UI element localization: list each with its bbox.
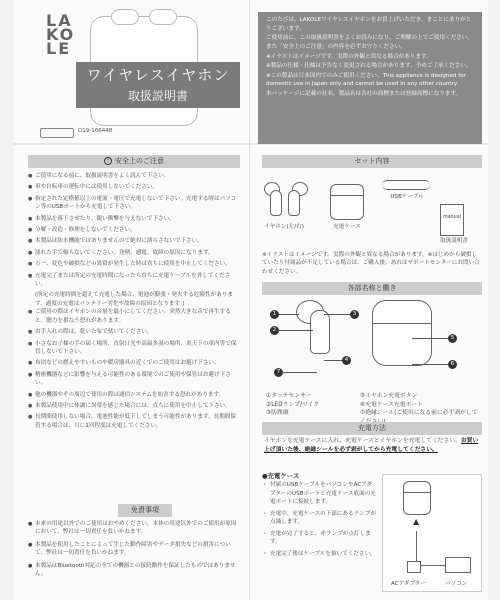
pse-mark-icon: [40, 128, 74, 138]
logo-line-1: LA: [46, 11, 73, 30]
callout-leader: [324, 314, 350, 315]
callout-number: 6: [448, 360, 457, 369]
parts-header: 各部名称と働き: [262, 282, 482, 295]
list-item: ● お手入れの際は、乾いた布で拭いてください。: [28, 328, 240, 336]
safety-list: [28, 172, 240, 433]
case-notch-left: [111, 9, 139, 25]
notice-line: 本パッケージに記載の社名、製品名は各社の商標または登録商標になります。: [266, 90, 462, 97]
charging-intro-emphasis: お買い上げ頂いた後、絶縁シールを必ず剥がしてから充電してください。: [264, 438, 479, 453]
callout-number: 2: [270, 326, 279, 335]
ac-adapter-icon: [407, 561, 421, 573]
warning-icon: !: [104, 157, 112, 165]
parts-row: [266, 401, 482, 410]
callout-number: 7: [274, 368, 283, 377]
callout-leader: [412, 364, 448, 365]
part-label: ⑥充電ケース充電ポート: [360, 401, 423, 408]
callout-leader: [283, 372, 317, 373]
list-item: ● 万一、変色や破損などの異常が発生した時は直ちに使用を中止してください。: [28, 260, 240, 268]
disclaimer-header: 免責事項: [118, 504, 172, 517]
set-contents-note: ※イラストはイメージです。実際の外観と異なる場合があります。※はじめから破損していたり付属品が不足している場合は、ご購入後、あれはサポートセンターにお問い合わせください。: [262, 252, 480, 275]
list-item: ● 分解・改造・修理をしないでください。: [28, 226, 240, 234]
logo-line-2: KO: [46, 25, 76, 44]
charging-case-subheading: ●充電ケース: [262, 472, 300, 480]
callout-leader: [279, 314, 299, 315]
logo-line-3: LE: [46, 39, 72, 58]
part-label: ②LEDランプ/マイク: [266, 401, 320, 408]
safety-header-label: 安全上のご注意: [115, 157, 164, 165]
callout-leader: [324, 360, 342, 361]
usb-cable-icon: [382, 180, 430, 190]
list-item: ・ 充電完了後はケーブルを抜いてください。: [264, 550, 376, 559]
list-item: ● 充電完了または所定の充電時間になったら直ちに充電ケーブルを外してください。: [28, 272, 240, 289]
list-item: ● 本製品を落下させたり、鋭い衝撃を与えないで下さい。: [28, 215, 240, 223]
set-contents-header: セット内容: [262, 155, 482, 168]
callout-number: 1: [270, 310, 279, 319]
earbud-stem-icon: [310, 310, 330, 354]
title-band: [76, 62, 240, 108]
notice-box: [258, 12, 482, 144]
callout-number: 3: [350, 310, 359, 319]
list-item: ● 小さなお子様の手の届く場所、直射日光や高温多湿の場所、炎天下の車内等で保管しないで下さい。: [28, 340, 240, 357]
set-label-usb: USBケーブル: [390, 194, 424, 200]
part-label: ③防塵網: [266, 410, 289, 417]
list-item: ● 布団などの燃えやすいものや暖房器具の近くでのご使用はお避け下さい。: [28, 359, 240, 367]
cable-line: [416, 531, 417, 565]
list-item: ・ 付属のUSBケーブルをパソコンやACアダプターのUSBポートと充電ケース底面の充電ポートに接続します。: [264, 481, 376, 507]
list-item: ● ご使用の際はイヤホンの音量を最小にしてください。突然大きな音で再生すると、聴力を損なう恐れがあります。: [28, 308, 240, 325]
notice-line: また「安全上のご注意」の内容を必ずお守りください。: [266, 44, 406, 51]
charging-diagram: [382, 474, 482, 592]
charging-steps: [264, 481, 376, 561]
part-label: ⑤イヤホン充電ボタン: [360, 393, 418, 399]
callout-number: 4: [342, 356, 351, 365]
pc-label: パソコン: [445, 581, 468, 587]
notice-line: ※この製品は日本国内でのみご使用ください。This appliance is designed for domestic use in Japan only and cannot be used in any other country.: [266, 72, 466, 88]
set-label-case: 充電ケース: [333, 224, 361, 230]
notice-line: ※イラストはイメージです。実際の外観と異なる場合があります。: [266, 53, 432, 60]
adapter-label: ACアダプター: [391, 581, 426, 587]
charging-intro-text: イヤホンを充電ケースに入れ、充電ケースとイヤホンを充電してください。: [264, 438, 461, 444]
list-item: ● 本製品は防水機能ではありませんので絶対に濡らさないで下さい。: [28, 237, 240, 245]
charging-intro: [264, 437, 482, 454]
product-code: D19-166448: [78, 128, 113, 134]
callout-leader: [279, 330, 313, 331]
list-item: ● 濡れた手で触らないでください。発熱、感電、故障の原因になります。: [28, 249, 240, 257]
list-item: ● 本製品を使用したことによって生じた動作障害やデータ損失などの損害について、弊社は一切責任を負いかねます。: [28, 541, 240, 558]
parts-row: [266, 392, 482, 401]
earbud-left-icon: [270, 190, 282, 216]
safety-header: [28, 155, 240, 168]
list-item: ● 長期間使用しない場合、電池性能が低下してしまう可能性があります。長期間保管する場合は、月に1回程度は充電してください。: [28, 413, 240, 430]
earbud-right-icon: [288, 190, 300, 216]
set-label-manual: 取扱説明書: [440, 238, 468, 244]
page-title: ワイヤレスイヤホン: [86, 66, 230, 84]
manual-icon: manual: [440, 204, 464, 236]
case-open-icon: [372, 300, 432, 366]
charging-case-icon: [330, 184, 364, 220]
part-label: ①タッチセンサー: [266, 393, 312, 399]
list-item: ・ 充電中、充電ケースの下部にあるランプが点滅します。: [264, 510, 376, 527]
notice-line: ご使用前に、この取扱説明書をよくお読みになり、ご理解の上でご使用ください。: [266, 34, 473, 41]
callout-leader: [412, 338, 448, 339]
arrow-up-icon: ▲: [413, 517, 420, 526]
parts-illustration: [262, 298, 482, 390]
list-item: ● ご使用になる前に、取扱説明書をよく読んで下さい。: [28, 172, 240, 180]
fold-line-vertical: [249, 0, 250, 600]
case-notch-right: [149, 9, 177, 25]
laptop-icon: [445, 557, 471, 573]
list-item-note: (所定の充電時間を超えて充電した場合、電池が膨張・発火する危険性があります。過度の充電はバッテリー劣化や故障の原因となります。): [35, 292, 233, 307]
set-contents-illustration: [262, 172, 482, 252]
list-item: ● 指定された定格値以上の電流・電圧で充電しないで下さい。充電する時はパソコン等のUSBポートから充電して下さい。: [28, 195, 240, 212]
notice-line: ※製品の仕様・仕様は予告なく変更される場合があります。予めご了承ください。: [266, 63, 472, 70]
brand-logo: [46, 11, 76, 58]
callout-number: 5: [448, 334, 457, 343]
list-item: ● 本来の用途以外でのご使用はおやめください。本体の用途以外でのご使用が原因において、弊社は一切責任を負いかねます。: [28, 520, 240, 537]
page-subtitle: 取扱説明書: [127, 89, 188, 103]
set-label-earbuds: イヤホン(左/右): [264, 224, 304, 230]
charging-case-icon: [403, 481, 431, 515]
list-item: ・ 充電が完了すると、赤ランプが点灯します。: [264, 530, 376, 547]
list-item: ● 本製品はBluetooth対応の全ての機器との接続動作を保証したものではありません。: [28, 562, 240, 579]
notice-line: このたびは、LAKOLEワイヤレスイヤホンをお買上げいただき、まことにありがとうございます。: [266, 17, 472, 32]
list-item: ● 本製品使用中に体調に異常を感じた場合には、直ちに使用を中止して下さい。: [28, 402, 240, 410]
disclaimer-list: [28, 520, 240, 582]
list-item: ● 精密機器などに影響を与える可能性のある環境でのご使用や保管はお避け下さい。: [28, 371, 240, 388]
list-item: ● 車や自転車の運転中には使用しないでください。: [28, 183, 240, 191]
part-label: ⑦絶縁シール(ご使用になる前に必ず剥がして: [360, 410, 478, 417]
charging-header: 充電方法: [262, 422, 482, 435]
list-item: ● 他の機器やその周辺で使用の際は通信システムを妨害する恐れがあります。: [28, 391, 240, 399]
